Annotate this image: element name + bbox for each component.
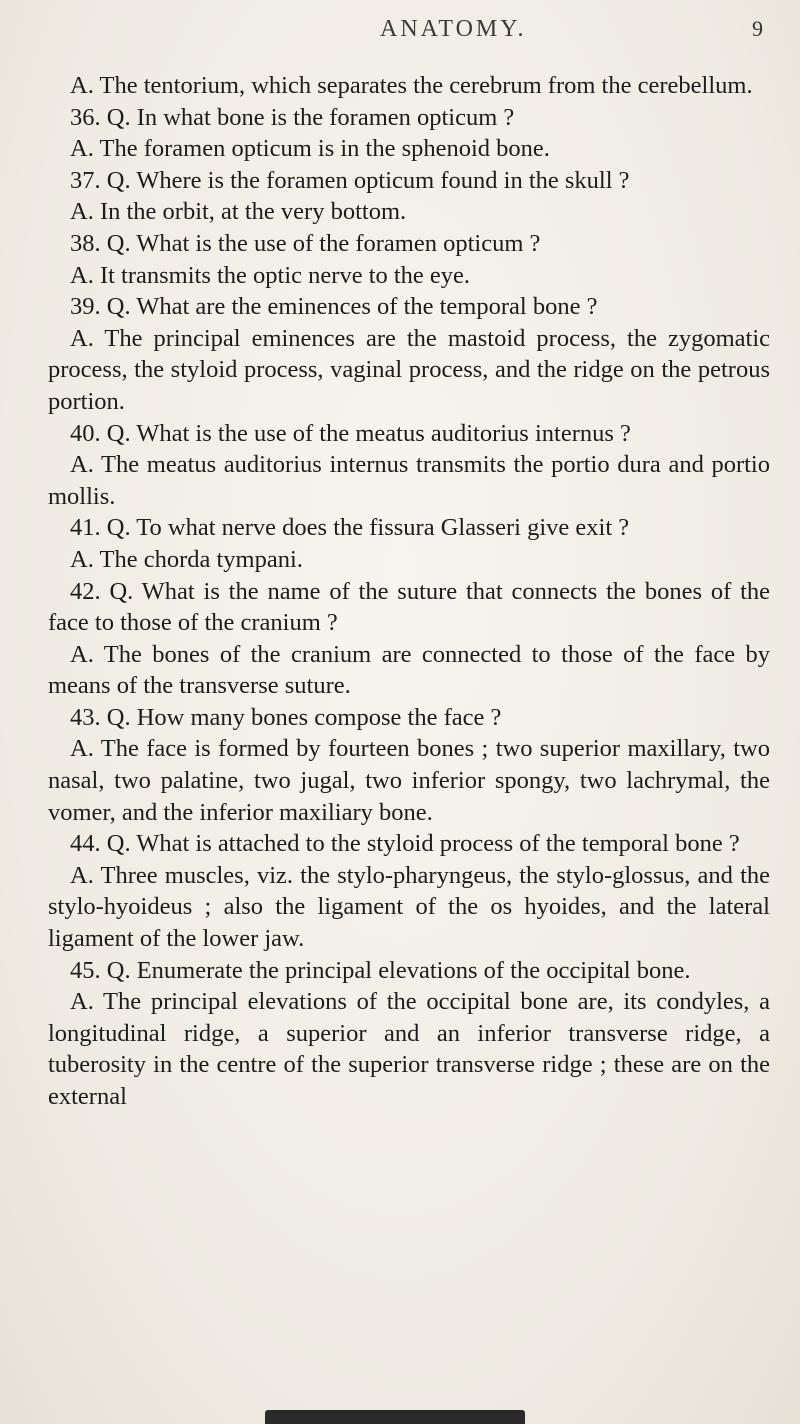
running-title: ANATOMY. (380, 16, 527, 42)
answer-paragraph: A. The bones of the cranium are connected to those of the face by means of the transverse suture. (48, 640, 770, 700)
question-paragraph: 41. Q. To what nerve does the fissura Glasseri give exit ? (70, 514, 630, 542)
question-paragraph: 43. Q. How many bones compose the face ? (70, 703, 502, 731)
answer-paragraph: A. The chorda tympani. (70, 545, 303, 573)
answer-paragraph: A. The meatus auditorius internus transmits the portio dura and portio mollis. (48, 451, 770, 510)
body-text (48, 70, 770, 1113)
question-paragraph: 45. Q. Enumerate the principal elevations of the occipital bone. (70, 956, 691, 984)
question-paragraph: 39. Q. What are the eminences of the temporal bone ? (70, 293, 598, 321)
answer-paragraph: A. It transmits the optic nerve to the eye. (70, 261, 471, 289)
answer-paragraph: A. The principal eminences are the mastoid process, the zygomatic process, the styloid process, vaginal process, and the ridge on the petrous portion. (48, 324, 770, 415)
page-number: 9 (752, 16, 763, 41)
question-paragraph: 38. Q. What is the use of the foramen opticum ? (70, 229, 541, 257)
question-paragraph: 44. Q. What is attached to the styloid process of the temporal bone ? (70, 830, 740, 858)
question-paragraph: 42. Q. What is the name of the suture that connects the bones of the face to those of the cranium ? (48, 577, 770, 637)
answer-paragraph: A. The face is formed by fourteen bones ; two superior maxillary, two nasal, two palatine, two jugal, two inferior spongy, two lachrymal, the vomer, and the inferior maxiliary bone. (48, 735, 770, 826)
answer-paragraph: A. In the orbit, at the very bottom. (70, 198, 407, 226)
running-head (0, 16, 800, 46)
page-edge-shadow (265, 1410, 525, 1424)
question-paragraph: 36. Q. In what bone is the foramen opticum ? (70, 103, 515, 131)
question-paragraph: 37. Q. Where is the foramen opticum found in the skull ? (70, 166, 630, 194)
question-paragraph: 40. Q. What is the use of the meatus auditorius internus ? (70, 419, 631, 447)
answer-paragraph: A. The principal elevations of the occipital bone are, its condyles, a longitudinal ridge, a superior and an inferior transverse ridge, a tuberosity in the centre of the superior transverse ridge ; these are on the external (48, 988, 770, 1110)
answer-paragraph: A. The tentorium, which separates the cerebrum from the cerebellum. (70, 72, 753, 99)
answer-paragraph: A. Three muscles, viz. the stylo-pharyngeus, the stylo-glossus, and the stylo-hyoideus ; also the ligament of the os hyoides, and the lateral ligament of the lower jaw. (48, 861, 770, 953)
answer-paragraph: A. The foramen opticum is in the sphenoid bone. (70, 135, 550, 163)
